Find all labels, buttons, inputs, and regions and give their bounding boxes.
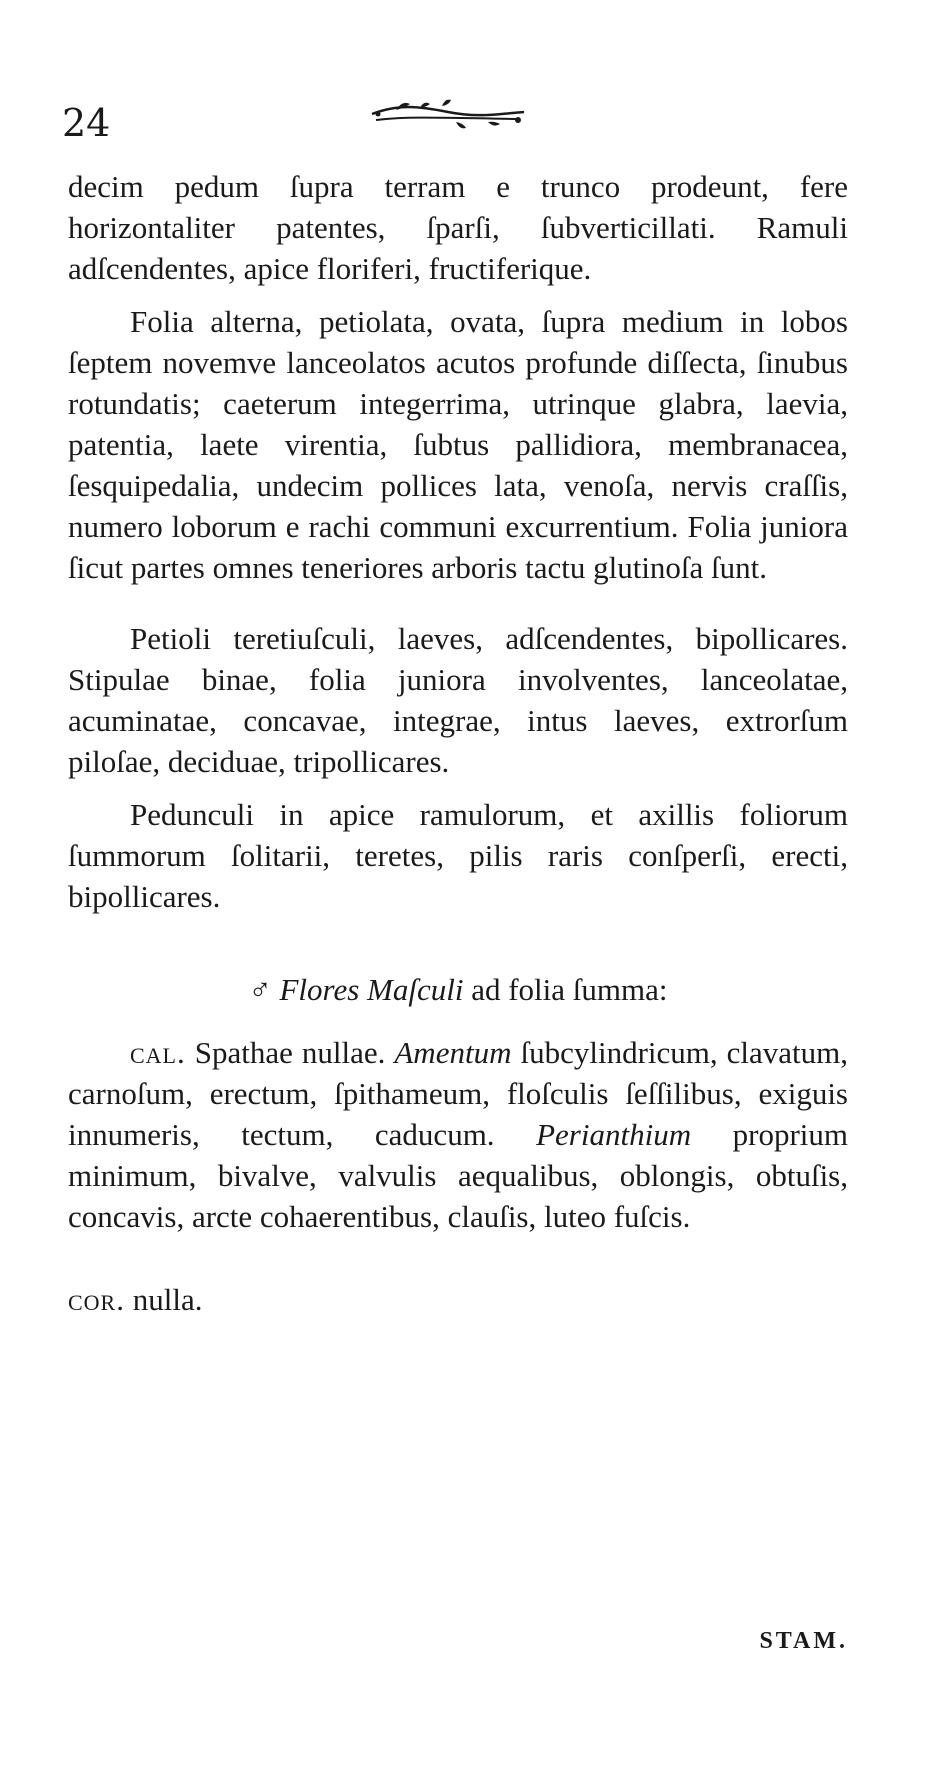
heading-italic: Flores Maſculi [279,972,464,1007]
cor-label: cor. [68,1282,125,1317]
paragraph-pedunculi: Pedunculi in apice ramulorum, et axillis foliorum ſummorum ſolitarii, teretes, pilis raris conſperſi, erecti, bipollicares. [68,797,848,914]
paragraph-cor [68,1279,848,1320]
cal-label: cal. [130,1035,186,1070]
cal-perianthium: Perianthium [536,1117,692,1152]
paragraph-continuation: decim pedum ſupra terram e trunco prodeunt, fere horizontaliter patentes, ſparſi, ſubverticillati. Ramuli adſcendentes, apice floriferi, fructiferique. [68,169,848,286]
botanical-vine-ornament-icon [368,92,528,136]
cal-amentum: Amentum [394,1035,512,1070]
paragraph-cal [68,1032,848,1237]
section-heading [68,969,848,1010]
paragraph-petioli: Petioli teretiuſculi, laeves, adſcendentes, bipollicares. Stipulae binae, folia juniora involventes, lanceolatae, acuminatae, concavae, integrae, intus laeves, extrorſum piloſae, deciduae, tripollicares. [68,621,848,779]
paragraph-folia: Folia alterna, petiolata, ovata, ſupra medium in lobos ſeptem novemve lanceolatos acutos profunde diſſecta, ſinubus rotundatis; caeterum integerrima, utrinque glabra, laevia, patentia, laete virentia, ſubtus pallidiora, membranacea, ſesquipedalia, undecim pollices lata, venoſa, nervis craſſis, numero loborum e rachi communi excurrentium. Folia juniora ſicut partes omnes teneriores arboris tactu glutinoſa ſunt. [68,304,848,585]
male-symbol: ♂ [248,972,272,1007]
heading-rest: ad folia ſumma: [471,972,668,1007]
body-text [68,166,848,1332]
page-number: 24 [62,101,111,145]
cal-text-3: proprium minimum, bivalve, valvulis aequalibus, oblongis, obtuſis, concavis, arcte cohaerentibus, clauſis, luteo fuſcis. [68,1117,849,1234]
cor-text: nulla. [132,1282,203,1317]
catchword: STAM. [759,1628,848,1654]
cal-text-2: ſubcylindricum, clavatum, carnoſum, erectum, ſpithameum, floſculis ſeſſilibus, exiguis innumeris, tectum, caducum. [68,1035,848,1152]
cal-text-1: Spathae nullae. [194,1035,386,1070]
